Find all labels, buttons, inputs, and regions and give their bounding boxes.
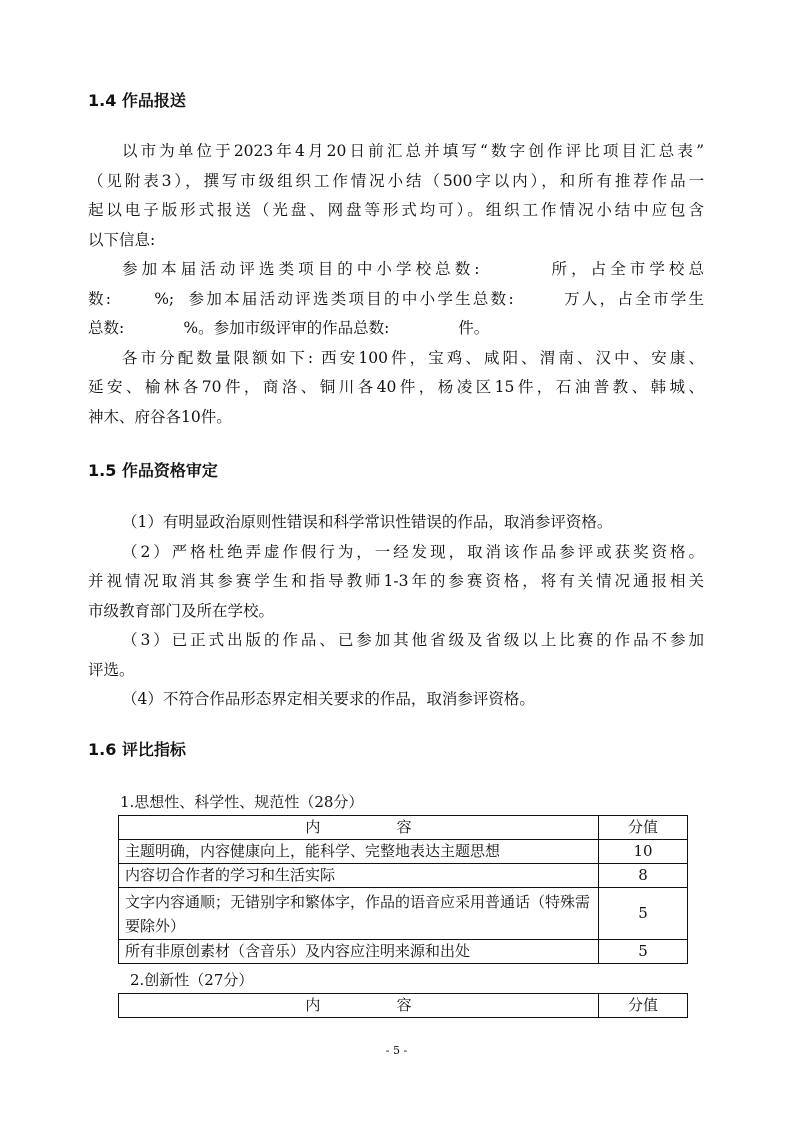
section-heading-1-4: 1.4 作品报送 <box>88 91 186 110</box>
table-caption-2: 2.创新性（27分） <box>130 971 254 989</box>
table-row <box>119 940 688 964</box>
table-cell-content: 所有非原创素材（含音乐）及内容应注明来源和出处 <box>119 940 599 964</box>
paragraph-submission <box>88 137 704 432</box>
table-cell-content: 内容切合作者的学习和生活实际 <box>119 864 599 888</box>
paragraph-line: 总数: %。参加市级评审的作品总数: 件。 <box>88 319 490 337</box>
eligibility-item-2: （2）严格杜绝弄虚作假行为，一经发现，取消该作品参评或获奖资格。 <box>122 542 704 561</box>
table-header-score: 分值 <box>599 816 688 840</box>
score-table-2 <box>118 993 688 1018</box>
paragraph-line: 以市为单位于2023年4月20日前汇总并填写“数字创作评比项目汇总表” <box>122 142 704 160</box>
paragraph-line: 并视情况取消其参赛学生和指导教师1-3年的参赛资格，将有关情况通报相关 <box>88 572 704 590</box>
paragraph-line: 神木、府谷各10件。 <box>88 407 232 426</box>
eligibility-item-3: （3）已正式出版的作品、已参加其他省级及省级以上比赛的作品不参加 <box>122 631 704 649</box>
table-cell-score: 5 <box>599 940 688 964</box>
paragraph-line: 参加本届活动评选类项目的中小学校总数: 所，占全市学校总 <box>122 260 704 278</box>
table-header-content: 内 容 <box>119 994 599 1018</box>
eligibility-item-1: （1）有明显政治原则性错误和科学常识性错误的作品，取消参评资格。 <box>122 513 613 531</box>
page-number: - 5 - <box>385 1044 408 1057</box>
table-caption-1: 1.思想性、科学性、规范性（28分） <box>120 793 364 811</box>
section-heading-1-6: 1.6 评比指标 <box>88 740 186 759</box>
paragraph-eligibility <box>88 508 704 715</box>
table-cell-content: 主题明确，内容健康向上，能科学、完整地表达主题思想 <box>119 840 599 864</box>
paragraph-line: 以下信息: <box>88 230 156 249</box>
paragraph-line: 数: %; 参加本届活动评选类项目的中小学生总数: 万人，占全市学生 <box>88 289 704 308</box>
eligibility-item-4: （4）不符合作品形态界定相关要求的作品，取消参评资格。 <box>122 690 535 708</box>
table-header-content: 内 容 <box>119 816 599 840</box>
paragraph-line: 起以电子版形式报送（光盘、网盘等形式均可）。组织工作情况小结中应包含 <box>88 201 704 219</box>
score-table-1 <box>118 815 688 964</box>
paragraph-line: 评选。 <box>88 660 135 679</box>
table-row <box>119 840 688 864</box>
table-header-score: 分值 <box>599 994 688 1018</box>
paragraph-line: 各市分配数量限额如下: 西安100件，宝鸡、咸阳、渭南、汉中、安康、 <box>122 348 704 367</box>
paragraph-line: （见附表3），撰写市级组织工作情况小结（500字以内），和所有推荐作品一 <box>88 171 704 190</box>
table-row <box>119 888 688 940</box>
table-cell-score: 8 <box>599 864 688 888</box>
section-heading-1-5: 1.5 作品资格审定 <box>88 461 218 480</box>
paragraph-line: 市级教育部门及所在学校。 <box>88 601 275 620</box>
table-cell-score: 10 <box>599 840 688 864</box>
table-cell-content: 文字内容通顺；无错别字和繁体字，作品的语音应采用普通话（特殊需要除外） <box>119 888 599 940</box>
table-row <box>119 864 688 888</box>
paragraph-line: 延安、榆林各70件，商洛、铜川各40件，杨凌区15件，石油普教、韩城、 <box>88 378 704 396</box>
table-cell-score: 5 <box>599 888 688 940</box>
